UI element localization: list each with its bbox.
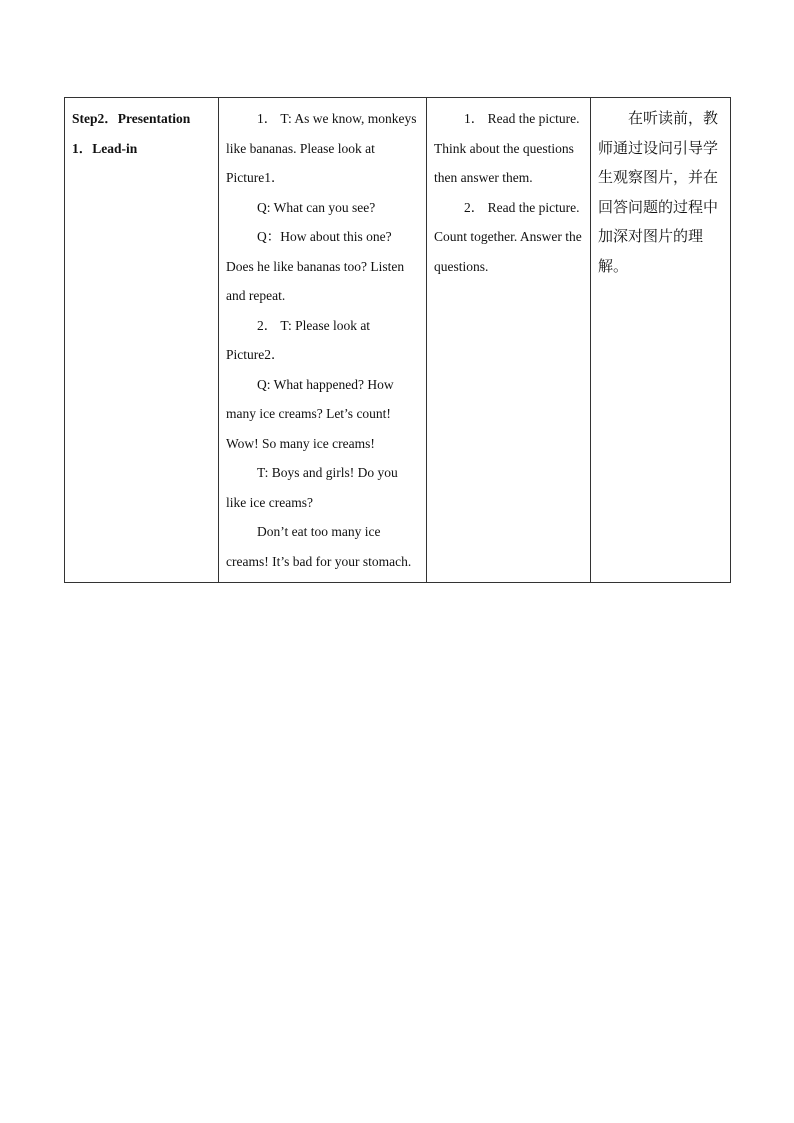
step-title: Step2．Presentation xyxy=(72,111,191,126)
student-activity-cell xyxy=(427,98,591,583)
teacher-activity-cell xyxy=(219,98,427,583)
teacher-paragraph: 1． T: As we know, monkeys like bananas. Please look at Picture1． xyxy=(226,111,417,185)
step-cell xyxy=(65,98,219,583)
teacher-paragraph: Q: What happened? How many ice creams? Let’s count! Wow! So many ice creams! xyxy=(226,376,394,451)
table-row xyxy=(65,98,731,583)
student-paragraph: 2． Read the picture. Count together. Answer the questions. xyxy=(434,199,582,274)
design-purpose-cell xyxy=(591,98,731,583)
teacher-paragraph: Don’t eat too many ice creams! It’s bad for your stomach. xyxy=(226,524,412,569)
teacher-paragraph: Q: What can you see? xyxy=(257,199,376,215)
step-subtitle: 1．Lead-in xyxy=(72,140,138,156)
lesson-plan-table xyxy=(64,97,731,583)
design-purpose-text: 在听读前，教师通过设问引导学生观察图片，并在回答问题的过程中加深对图片的理解。 xyxy=(598,109,719,275)
teacher-paragraph: T: Boys and girls! Do you like ice creams? xyxy=(226,465,398,510)
student-paragraph: 1． Read the picture. Think about the questions then answer them. xyxy=(434,111,580,185)
teacher-paragraph: 2． T: Please look at Picture2． xyxy=(226,317,371,362)
teacher-paragraph: Q：How about this one? Does he like bananas too? Listen and repeat. xyxy=(226,229,405,303)
